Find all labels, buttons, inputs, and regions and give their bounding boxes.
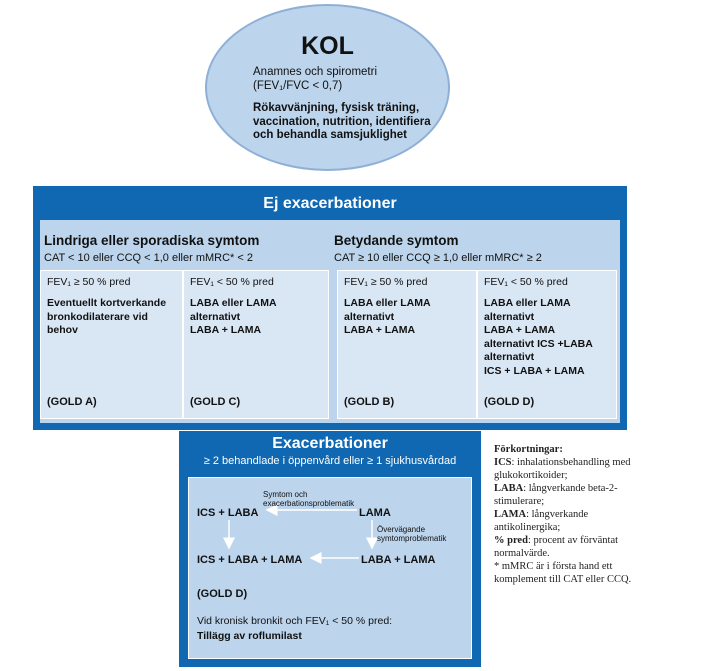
node-ics-laba: ICS + LABA: [197, 507, 259, 519]
abbr-footnote: * mMRC är i första hand ett komplement till CAT eller CCQ.: [494, 561, 632, 585]
gold-c-treatment: LABA eller LAMA alternativt LABA + LAMA: [190, 297, 277, 336]
node-laba-lama: LABA + LAMA: [361, 554, 436, 566]
abbr-laba: LABA: långverkande beta-2-stimulerare;: [494, 483, 618, 507]
gold-d-label: (GOLD D): [484, 396, 535, 408]
abbr-lama: LAMA: långverkande antikolinergika;: [494, 509, 589, 533]
no-exacerbations-title: Ej exacerbationer: [263, 195, 397, 212]
gold-a-fev: FEV₁ ≥ 50 % pred: [47, 276, 131, 288]
exacerbations-box: [179, 431, 481, 667]
mild-symptoms-heading: Lindriga eller sporadiska symtom: [44, 233, 260, 248]
exacerbations-flow-panel: [188, 477, 472, 659]
abbr-ics: ICS: inhalationsbehandling med glukokortikoider;: [494, 457, 631, 481]
arrow-right-label-1: Övervägande: [377, 525, 426, 534]
gold-d-treatment: LABA eller LAMA alternativt LABA + LAMA alternativt ICS +LABA alternativt ICS + LABA + LAMA: [484, 297, 593, 377]
gold-c-label: (GOLD C): [190, 396, 241, 408]
arrow-top-label-2: exacerbationsproblematik: [263, 499, 355, 508]
no-exacerbations-box: [33, 186, 627, 430]
node-lama: LAMA: [359, 507, 391, 519]
roflumilast-recommendation: Tillägg av roflumilast: [197, 630, 302, 642]
exacerbations-title: Exacerbationer: [272, 435, 388, 452]
gold-c-cell: [183, 270, 329, 419]
significant-symptoms-heading: Betydande symtom: [334, 233, 459, 248]
mild-symptoms-criteria: CAT < 10 eller CCQ < 1,0 eller mMRC* < 2: [44, 252, 253, 264]
gold-b-treatment: LABA eller LAMA alternativt LABA + LAMA: [344, 297, 431, 336]
gold-b-fev: FEV₁ ≥ 50 % pred: [344, 276, 428, 288]
arrow-top-label-1: Symtom och: [263, 490, 308, 499]
gold-a-label: (GOLD A): [47, 396, 97, 408]
gold-b-label: (GOLD B): [344, 396, 395, 408]
gold-a-cell: [40, 270, 183, 419]
significant-symptoms-criteria: CAT ≥ 10 eller CCQ ≥ 1,0 eller mMRC* ≥ 2: [334, 252, 542, 264]
kol-anamnesis: Anamnes och spirometri: [253, 66, 377, 78]
abbreviations-title: Förkortningar:: [494, 444, 563, 455]
exacerbations-criteria: ≥ 2 behandlade i öppenvård eller ≥ 1 sjukhusvårdad: [203, 455, 457, 467]
kol-general-measures: Rökavvänjning, fysisk träning, vaccination, nutrition, identifiera och behandla samsjuklighet: [253, 102, 431, 141]
kol-title: KOL: [301, 32, 354, 60]
kol-spirometry-criterion: (FEV₁/FVC < 0,7): [253, 80, 343, 92]
roflumilast-condition: Vid kronisk bronkit och FEV₁ < 50 % pred:: [197, 615, 393, 627]
gold-c-fev: FEV₁ < 50 % pred: [190, 276, 274, 288]
gold-b-cell: [337, 270, 477, 419]
exacerbations-gold-d: (GOLD D): [197, 588, 248, 600]
gold-a-treatment: Eventuellt kortverkande bronkodilaterare vid behov: [47, 297, 167, 336]
abbr-pred: % pred: procent av förväntat normalvärde.: [494, 535, 619, 559]
arrow-right-label-2: symtomproblematik: [377, 534, 447, 543]
significant-symptoms-group: [330, 220, 620, 423]
abbreviations-legend: [494, 443, 634, 586]
gold-d-fev: FEV₁ < 50 % pred: [484, 276, 568, 288]
node-ics-laba-lama: ICS + LABA + LAMA: [197, 554, 303, 566]
kol-ellipse: [205, 4, 450, 171]
gold-d-cell: [477, 270, 617, 419]
mild-symptoms-group: [40, 220, 330, 423]
